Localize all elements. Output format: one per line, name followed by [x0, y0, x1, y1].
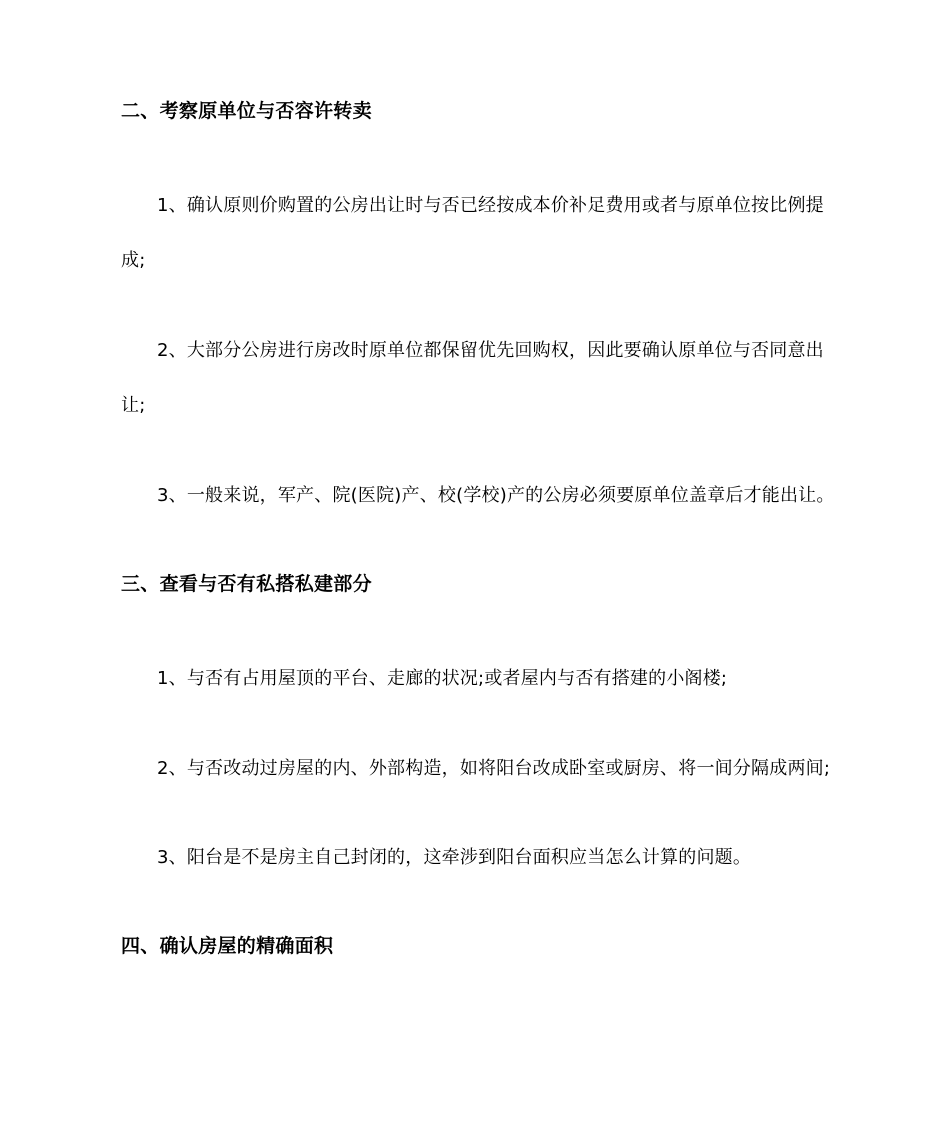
paragraph-line: 让;	[121, 395, 146, 416]
paragraph-line: 3、一般来说，军产、院(医院)产、校(学校)产的公房必须要原单位盖章后才能出让。	[157, 485, 835, 506]
paragraph-line: 2、大部分公房进行房改时原单位都保留优先回购权，因此要确认原单位与否同意出	[157, 340, 824, 361]
section-heading-3: 三、查看与否有私搭私建部分	[121, 573, 372, 595]
paragraph-line: 成;	[121, 250, 146, 271]
section-heading-4: 四、确认房屋的精确面积	[121, 935, 334, 957]
paragraph-line: 1、与否有占用屋顶的平台、走廊的状况;或者屋内与否有搭建的小阁楼;	[157, 668, 728, 689]
section-heading-2: 二、考察原单位与否容许转卖	[121, 100, 372, 122]
paragraph-line: 1、确认原则价购置的公房出让时与否已经按成本价补足费用或者与原单位按比例提	[157, 195, 824, 216]
paragraph-line: 2、与否改动过房屋的内、外部构造，如将阳台改成卧室或厨房、将一间分隔成两间;	[157, 758, 831, 779]
paragraph-line: 3、阳台是不是房主自己封闭的，这牵涉到阳台面积应当怎么计算的问题。	[157, 847, 752, 868]
